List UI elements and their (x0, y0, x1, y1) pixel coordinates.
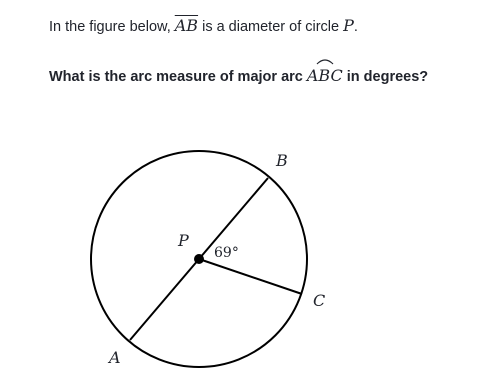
statement-prefix: In the figure below, (49, 19, 175, 35)
label-p: P (178, 231, 189, 250)
arc-abc: ABC (306, 66, 343, 85)
label-c: C (313, 291, 326, 310)
statement-suffix: . (353, 19, 358, 35)
statement-middle: is a diameter of circle (198, 19, 344, 35)
label-b: B (276, 151, 288, 170)
radius-pc (199, 259, 302, 294)
segment-ab: $\overline{AB}$ (174, 16, 199, 35)
question-prefix: What is the arc measure of major arc (49, 69, 307, 85)
radius-pa (130, 259, 199, 340)
circle-name: P (343, 16, 354, 35)
angle-bpc-label: 69° (214, 245, 239, 261)
center-point (194, 254, 204, 264)
question-suffix: in degrees? (342, 69, 429, 85)
label-a: A (109, 348, 121, 367)
